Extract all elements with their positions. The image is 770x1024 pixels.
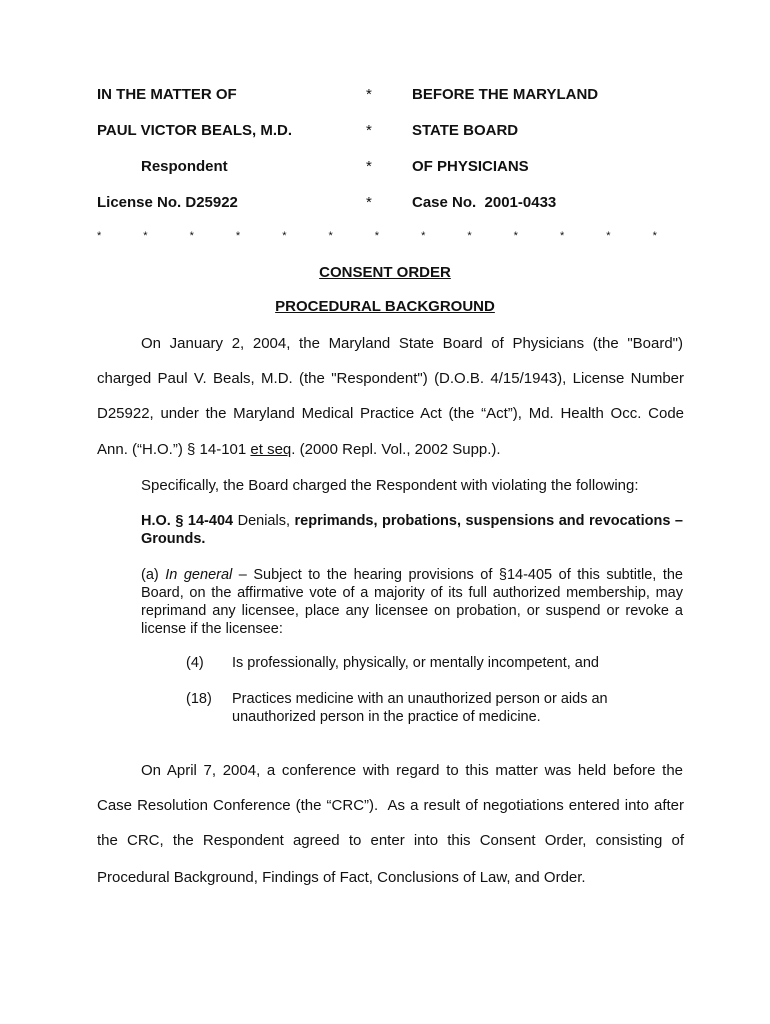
para1-line-4 — [97, 441, 684, 458]
item-number: (4) — [186, 655, 204, 671]
statute-citation: H.O. § 14-404 — [141, 513, 234, 529]
caption-separator-3: * — [366, 158, 372, 175]
star: * — [652, 230, 657, 242]
star: * — [606, 230, 611, 242]
caption-right-line-3: OF PHYSICIANS — [412, 158, 529, 175]
caption-separator-1: * — [366, 86, 372, 103]
section-heading: PROCEDURAL BACKGROUND — [275, 298, 495, 315]
star: * — [235, 230, 241, 242]
caption-separator-2: * — [366, 122, 372, 139]
caption-right-line-4: Case No. 2001-0433 — [412, 194, 557, 211]
caption-left-line-2: PAUL VICTOR BEALS, M.D. — [97, 122, 293, 139]
statute-heading-rest: reprimands, probations, suspensions and revocations – Grounds. — [141, 513, 683, 547]
subsection-a-italic: In general — [165, 567, 233, 583]
star: * — [328, 230, 333, 242]
para1-line-4-pre: Ann. (“H.O.”) § 14-101 — [97, 441, 251, 458]
statute-item-4 — [186, 654, 656, 674]
star: * — [559, 230, 565, 242]
star: * — [97, 230, 102, 242]
star: * — [421, 230, 426, 242]
caption-separator-4: * — [366, 194, 372, 211]
item-number: (18) — [186, 691, 212, 707]
caption-right-line-2: STATE BOARD — [412, 122, 519, 139]
item-text: Practices medicine with an unauthorized person or aids an unauthorized person in the practice of medicine. — [232, 691, 608, 725]
star: * — [374, 230, 380, 242]
para3-line-1: On April 7, 2004, a conference with regard to this matter was held before the — [141, 762, 683, 779]
star-divider — [97, 230, 657, 242]
star: * — [143, 230, 148, 242]
document-title: CONSENT ORDER — [319, 264, 451, 281]
para1-line-3: D25922, under the Maryland Medical Practice Act (the “Act”), Md. Health Occ. Code — [97, 405, 684, 422]
caption-right-line-1: BEFORE THE MARYLAND — [412, 86, 599, 103]
statute-heading-normal: Denials, — [233, 513, 290, 529]
star: * — [513, 230, 518, 242]
star: * — [467, 230, 472, 242]
para3-line-2: Case Resolution Conference (the “CRC”). As a result of negotiations entered into after — [97, 797, 684, 814]
statute-subsection-a — [141, 566, 683, 638]
para3-line-4: Procedural Background, Findings of Fact, Conclusions of Law, and Order. — [97, 869, 586, 886]
para1-line-2: charged Paul V. Beals, M.D. (the "Respondent") (D.O.B. 4/15/1943), License Number — [97, 370, 684, 387]
item-text: Is professionally, physically, or mentally incompetent, and — [232, 655, 599, 671]
star: * — [189, 230, 194, 242]
para1-line-1: On January 2, 2004, the Maryland State Board of Physicians (the "Board") — [141, 335, 683, 352]
subsection-a-label: (a) — [141, 567, 166, 583]
et-seq-citation: et seq — [250, 441, 292, 458]
para2: Specifically, the Board charged the Respondent with violating the following: — [141, 477, 639, 494]
subsection-a-text: – Subject to the hearing provisions of §14-405 of this subtitle, the Board, on the affirmative vote of a majority of its full authorized membership, may reprimand any licensee, place any licensee on probation, or suspend or revoke a license if the licensee: — [141, 567, 683, 637]
caption-left-line-1: IN THE MATTER OF — [97, 86, 237, 103]
statute-item-18 — [186, 690, 656, 730]
caption-left-line-4: License No. D25922 — [97, 194, 238, 211]
para1-line-4-post: . (2000 Repl. Vol., 2002 Supp.). — [291, 441, 501, 458]
star: * — [282, 230, 287, 242]
para3-line-3: the CRC, the Respondent agreed to enter into this Consent Order, consisting of — [97, 832, 684, 849]
caption-left-line-3: Respondent — [141, 158, 228, 175]
statute-heading — [141, 512, 683, 548]
